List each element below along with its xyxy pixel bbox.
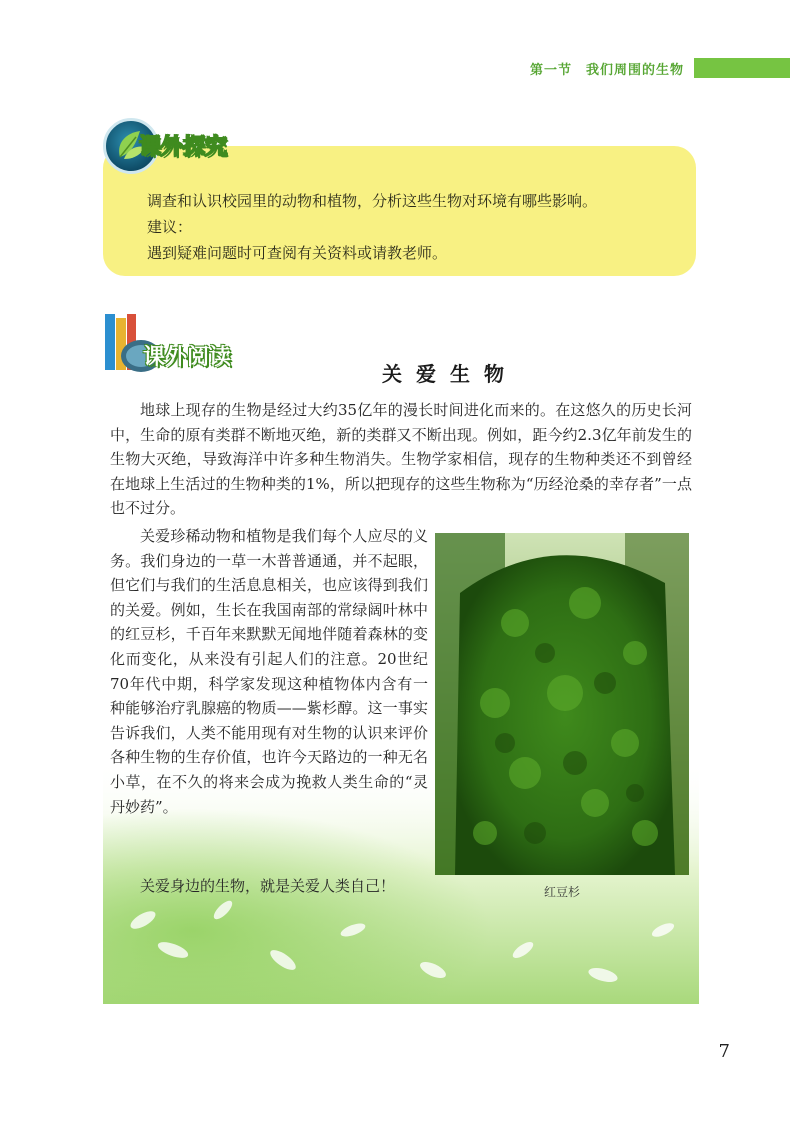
explore-line-2: 建议： xyxy=(147,218,193,236)
explore-line-1: 调查和认识校园里的动物和植物，分析这些生物对环境有哪些影响。 xyxy=(147,192,598,210)
article-title: 关爱生物 xyxy=(382,362,518,386)
explore-line-3: 遇到疑难问题时可查阅有关资料或请教老师。 xyxy=(147,244,448,262)
explore-badge-label: 课外探究 xyxy=(139,135,228,160)
yew-tree-photo xyxy=(435,533,689,875)
header-accent-bar xyxy=(694,58,790,78)
section-title: 第一节 我们周围的生物 xyxy=(529,62,684,78)
photo-caption: 红豆杉 xyxy=(543,885,580,899)
reading-badge-label: 课外阅读 xyxy=(143,345,232,370)
reading-paragraph-3: 关爱身边的生物，就是关爱人类自己！ xyxy=(140,877,396,895)
page-number: 7 xyxy=(718,1041,730,1062)
reading-paragraph-1: 地球上现存的生物是经过大约35亿年的漫长时间进化而来的。在这悠久的历史长河中，生命的原有类群不断地灭绝，新的类群又不断出现。例如，距今约2.3亿年前发生的生物大灭绝，导致海洋中许多种生物消失。生物学家相信，现存的生物种类还不到曾经在地球上生活过的生物种类的1%，所以把现存的这些生物称为“历经沧桑的幸存者”一点也不过分。 xyxy=(110,401,692,517)
page-header xyxy=(530,58,790,78)
reading-paragraph-2: 关爱珍稀动物和植物是我们每个人应尽的义务。我们身边的一草一木普普通通，并不起眼，但它们与我们的生活息息相关，也应该得到我们的关爱。例如，生长在我国南部的常绿阔叶林中的红豆杉，千百年来默默无闻地伴随着森林的变化而变化，从来没有引起人们的注意。20世纪70年代中期，科学家发现这种植物体内含有一种能够治疗乳腺癌的物质——紫杉醇。这一事实告诉我们，人类不能用现有对生物的认识来评价各种生物的生存价值，也许今天路边的一种无名小草，在不久的将来会成为挽救人类生命的“灵丹妙药”。 xyxy=(110,527,428,816)
explore-box xyxy=(103,146,696,276)
explore-text xyxy=(147,188,676,266)
